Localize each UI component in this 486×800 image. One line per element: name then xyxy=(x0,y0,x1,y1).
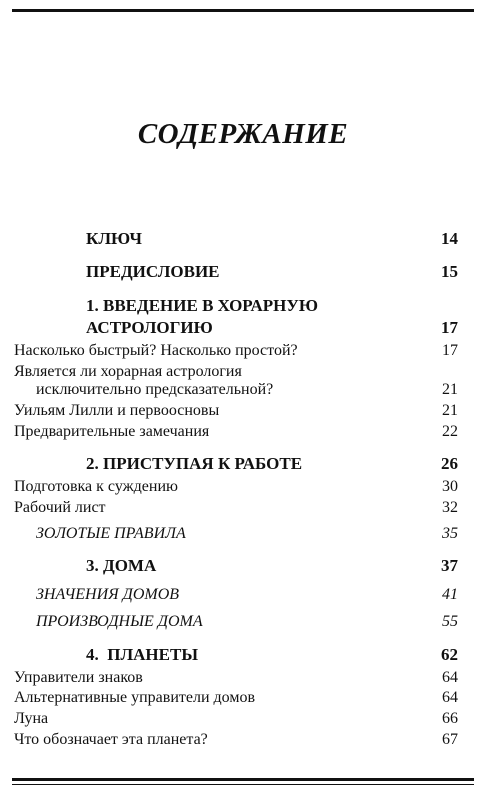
toc-entry-page: 64 xyxy=(442,669,458,686)
toc-entry-page: 37 xyxy=(441,556,458,575)
toc-entry-title: Насколько быстрый? Насколько простой? xyxy=(14,342,298,359)
toc-entry-page: 17 xyxy=(441,318,458,337)
toc-entry-title: Альтернативные управители домов xyxy=(14,689,256,706)
toc-entry-title: Луна xyxy=(14,710,49,727)
toc-entry-page: 21 xyxy=(442,381,458,398)
toc-entry-title: ПРОИЗВОДНЫЕ ДОМА xyxy=(36,613,203,630)
toc-entry-title: 2. ПРИСТУПАЯ К РАБОТЕ xyxy=(86,454,303,473)
toc-entry-page: 21 xyxy=(442,402,458,419)
toc-entry-title: ПРЕДИСЛОВИЕ xyxy=(86,262,220,281)
toc-entry-title: КЛЮЧ xyxy=(86,229,142,248)
bottom-rule-thick xyxy=(12,778,474,781)
toc-entry-page: 17 xyxy=(442,342,458,359)
page-title: СОДЕРЖАНИЕ xyxy=(137,118,349,150)
toc-entry-title: Предварительные замечания xyxy=(14,423,210,440)
toc-entry-page: 41 xyxy=(442,586,458,603)
toc-entry-page: 22 xyxy=(442,423,458,440)
toc-entry-title: Является ли хорарная астрология xyxy=(14,363,242,380)
toc-entry-title: Управители знаков xyxy=(14,669,143,686)
toc-entry-page: 26 xyxy=(441,454,458,473)
top-rule xyxy=(12,9,474,12)
toc-entry-page: 14 xyxy=(441,229,458,248)
toc-entry-title: 4. ПЛАНЕТЫ xyxy=(86,645,199,664)
toc-entry-page: 30 xyxy=(442,478,458,495)
toc-entry-page: 62 xyxy=(441,645,458,664)
toc-entry-page: 32 xyxy=(442,499,458,516)
toc-entry-title: 1. ВВЕДЕНИЕ В ХОРАРНУЮ xyxy=(86,296,319,315)
bottom-rule-thin xyxy=(12,784,474,785)
toc-entry-page: 64 xyxy=(442,689,458,706)
toc-entry-title: ЗОЛОТЫЕ ПРАВИЛА xyxy=(36,525,186,542)
toc-entry-title-cont: АСТРОЛОГИЮ xyxy=(86,318,213,337)
toc-entry-page: 35 xyxy=(442,525,458,542)
toc-entry-page: 66 xyxy=(442,710,458,727)
toc-entry-title: 3. ДОМА xyxy=(86,556,157,575)
toc-entry-title-cont: исключительно предсказательной? xyxy=(36,381,274,398)
toc-entry-page: 15 xyxy=(441,262,458,281)
toc-entry-title: ЗНАЧЕНИЯ ДОМОВ xyxy=(36,586,180,603)
toc-entry-page: 55 xyxy=(442,613,458,630)
toc-entry-title: Подготовка к суждению xyxy=(14,478,178,495)
toc-entry-title: Что обозначает эта планета? xyxy=(14,731,208,748)
toc-entry-title: Рабочий лист xyxy=(14,499,106,516)
toc-entry-page: 67 xyxy=(442,731,458,748)
toc-entry-title: Уильям Лилли и первоосновы xyxy=(14,402,220,419)
